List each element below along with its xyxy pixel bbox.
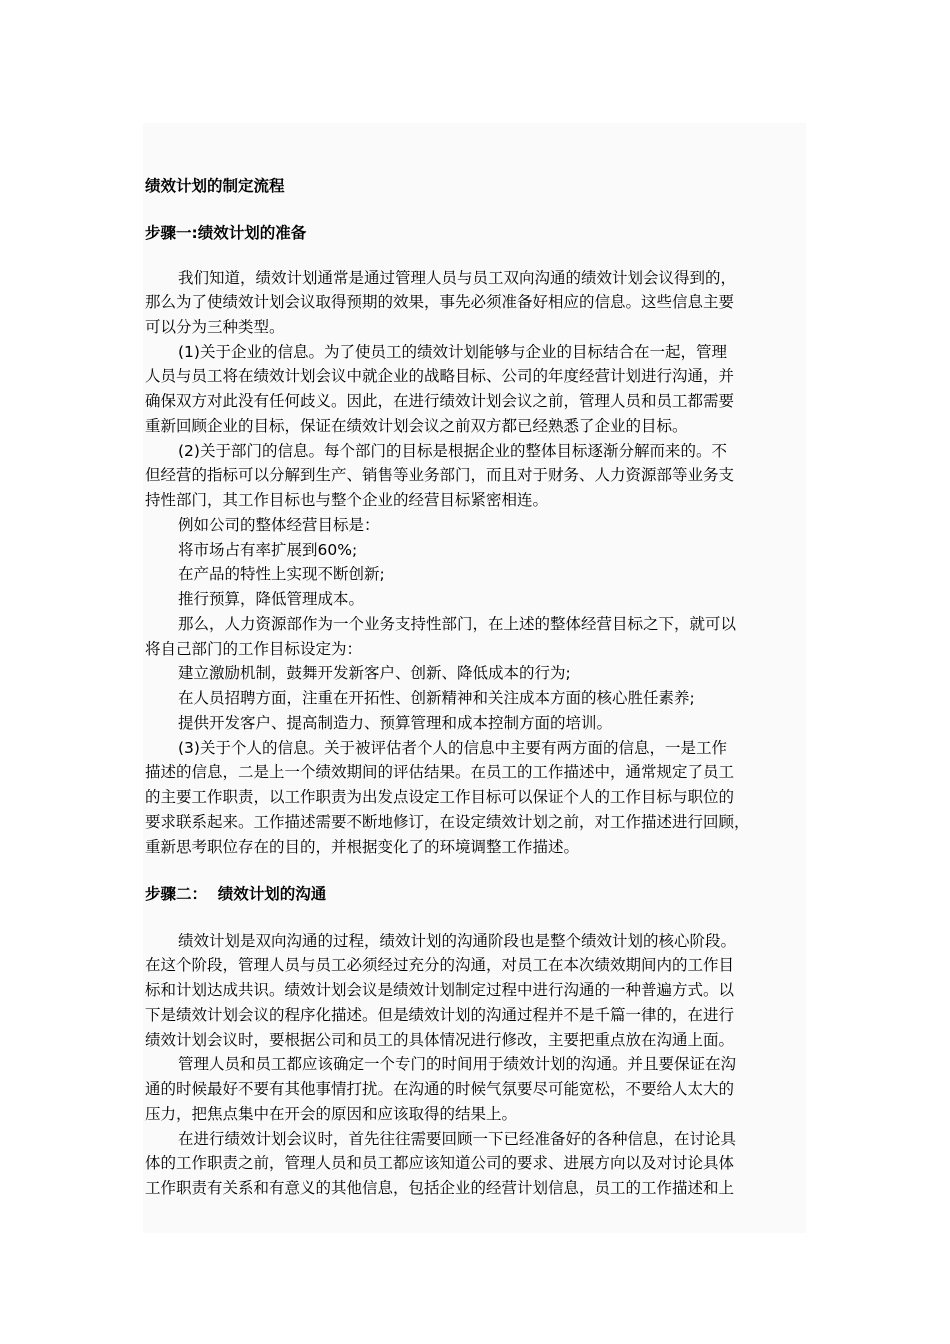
paragraph-line: 的主要工作职责，以工作职责为出发点设定工作目标可以保证个人的工作目标与职位的: [145, 788, 735, 806]
paragraph-line: 将自己部门的工作目标设定为：: [145, 640, 363, 658]
paragraph-line: 绩效计划会议时，要根据公司和员工的具体情况进行修改，主要把重点放在沟通上面。: [145, 1031, 735, 1049]
paragraph-line: 那么，人力资源部作为一个业务支持性部门，在上述的整体经营目标之下，就可以: [178, 615, 737, 633]
paragraph-line: 体的工作职责之前，管理人员和员工都应该知道公司的要求、进展方向以及对讨论具体: [145, 1154, 735, 1172]
paragraph-line: (2)关于部门的信息。每个部门的目标是根据企业的整体目标逐渐分解而来的。不: [178, 442, 727, 460]
paragraph-line: 重新思考职位存在的目的，并根据变化了的环境调整工作描述。: [145, 838, 580, 856]
paragraph-line: 压力，把焦点集中在开会的原因和应该取得的结果上。: [145, 1105, 518, 1123]
paragraph-line: (3)关于个人的信息。关于被评估者个人的信息中主要有两方面的信息，一是工作: [178, 739, 727, 757]
paragraph-line: 推行预算，降低管理成本。: [178, 590, 365, 608]
paragraph-line: 那么为了使绩效计划会议取得预期的效果，事先必须准备好相应的信息。这些信息主要: [145, 293, 735, 311]
paragraph-line: 标和计划达成共识。绩效计划会议是绩效计划制定过程中进行沟通的一种普遍方式。以: [145, 981, 735, 999]
paragraph-line: 描述的信息，二是上一个绩效期间的评估结果。在员工的工作描述中，通常规定了员工: [145, 763, 735, 781]
paragraph-line: 工作职责有关系和有意义的其他信息，包括企业的经营计划信息，员工的工作描述和上: [145, 1179, 735, 1197]
paragraph-line: 重新回顾企业的目标，保证在绩效计划会议之前双方都已经熟悉了企业的目标。: [145, 417, 688, 435]
paragraph-line: 持性部门，其工作目标也与整个企业的经营目标紧密相连。: [145, 491, 549, 509]
paragraph-line: 建立激励机制，鼓舞开发新客户、创新、降低成本的行为;: [178, 664, 571, 682]
paragraph-line: 通的时候最好不要有其他事情打扰。在沟通的时候气氛要尽可能宽松，不要给人太大的: [145, 1080, 735, 1098]
step2-heading: 步骤二： 绩效计划的沟通: [145, 885, 327, 903]
paragraph-line: 人员与员工将在绩效计划会议中就企业的战略目标、公司的年度经营计划进行沟通，并: [145, 367, 735, 385]
paragraph-line: 但经营的指标可以分解到生产、销售等业务部门，而且对于财务、人力资源部等业务支: [145, 466, 735, 484]
paragraph-line: 下是绩效计划会议的程序化描述。但是绩效计划的沟通过程并不是千篇一律的，在进行: [145, 1006, 735, 1024]
paragraph-line: 要求联系起来。工作描述需要不断地修订，在设定绩效计划之前，对工作描述进行回顾，: [145, 813, 750, 831]
paragraph-line: (1)关于企业的信息。为了使员工的绩效计划能够与企业的目标结合在一起，管理: [178, 343, 727, 361]
paragraph-line: 绩效计划是双向沟通的过程，绩效计划的沟通阶段也是整个绩效计划的核心阶段。: [178, 932, 737, 950]
paragraph-line: 管理人员和员工都应该确定一个专门的时间用于绩效计划的沟通。并且要保证在沟: [178, 1055, 737, 1073]
paragraph-line: 将市场占有率扩展到60%;: [178, 541, 358, 559]
paragraph-line: 在进行绩效计划会议时，首先往往需要回顾一下已经准备好的各种信息，在讨论具: [178, 1130, 737, 1148]
paragraph-line: 我们知道，绩效计划通常是通过管理人员与员工双向沟通的绩效计划会议得到的，: [178, 269, 737, 287]
paragraph-line: 例如公司的整体经营目标是：: [178, 516, 380, 534]
paragraph-line: 在产品的特性上实现不断创新;: [178, 565, 385, 583]
paragraph-line: 在人员招聘方面，注重在开拓性、创新精神和关注成本方面的核心胜任素养;: [178, 689, 695, 707]
paragraph-line: 确保双方对此没有任何歧义。因此，在进行绩效计划会议之前，管理人员和员工都需要: [145, 392, 735, 410]
document-title: 绩效计划的制定流程: [145, 177, 285, 195]
paragraph-line: 提供开发客户、提高制造力、预算管理和成本控制方面的培训。: [178, 714, 613, 732]
step1-heading: 步骤一:绩效计划的准备: [145, 224, 307, 242]
paragraph-line: 在这个阶段，管理人员与员工必须经过充分的沟通，对员工在本次绩效期间内的工作目: [145, 956, 735, 974]
paragraph-line: 可以分为三种类型。: [145, 318, 285, 336]
